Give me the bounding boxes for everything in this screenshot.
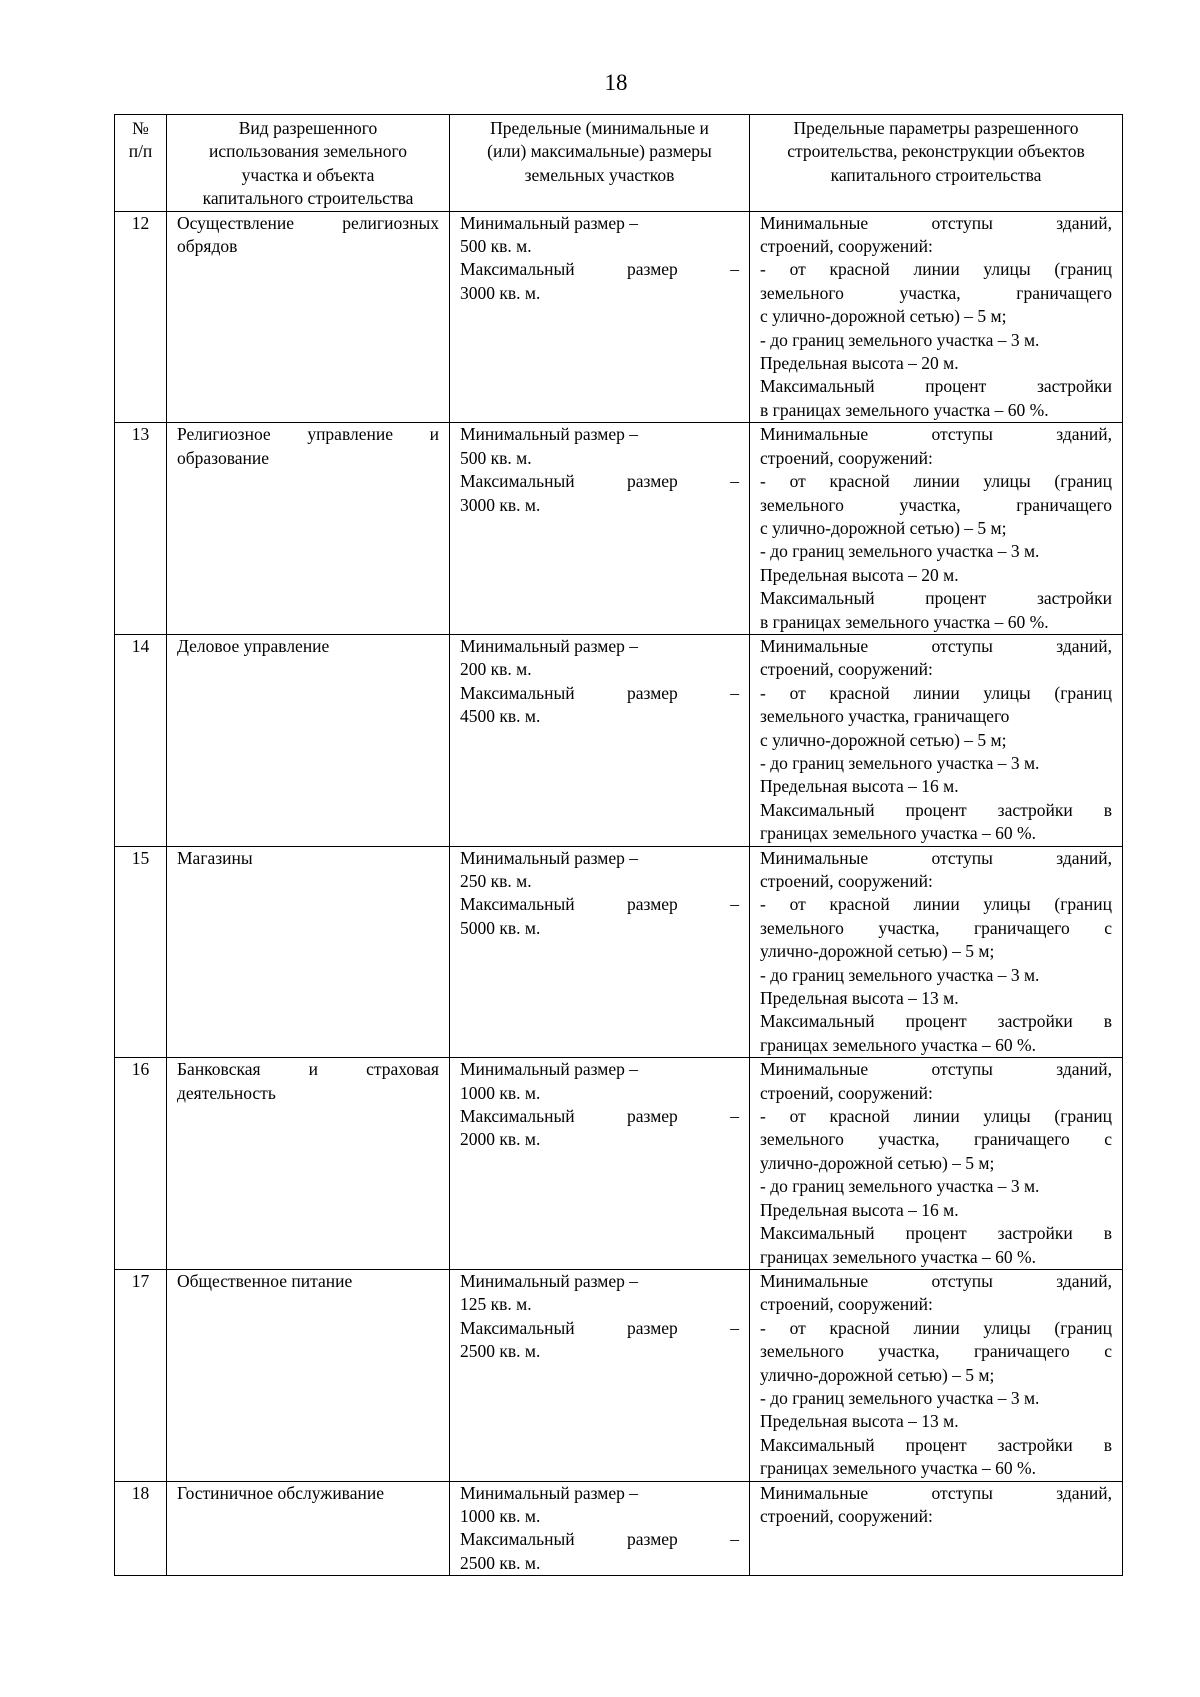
permitted-use-text: Гостиничное обслуживание (177, 1482, 384, 1503)
permitted-use-text: Деловое управление (177, 635, 330, 656)
param-line: Максимальный процент застройки в (760, 1223, 1112, 1244)
param-line: улично-дорожной сетью) – 5 м; (760, 1152, 995, 1173)
plot-size-min-value: 500 кв. м. (460, 447, 532, 468)
param-line: земельного участка, граничащего с (760, 1341, 1112, 1362)
plot-size-min-label: Минимальный размер – (460, 1270, 639, 1291)
plot-size-min-value: 500 кв. м. (460, 236, 532, 257)
header-plot-size (450, 115, 750, 212)
permitted-use-text: Религиозное управление и образование (177, 424, 439, 468)
plot-size-max-value: 2500 кв. м. (460, 1341, 541, 1362)
param-line: - до границ земельного участка – 3 м. (760, 752, 1040, 773)
param-line: строений, сооружений: (760, 447, 933, 468)
param-line: - до границ земельного участка – 3 м. (760, 964, 1040, 985)
param-line: - от красной линии улицы (границ (760, 471, 1112, 492)
permitted-use-cell (167, 1269, 450, 1481)
param-line: Максимальный процент застройки (760, 588, 1112, 609)
row-number-cell: 17 (115, 1269, 167, 1481)
table-row (115, 1058, 1123, 1270)
param-line: Предельная высота – 20 м. (760, 564, 959, 585)
plot-size-max-label: Максимальный размер – (460, 471, 739, 492)
param-line: - до границ земельного участка – 3 м. (760, 329, 1040, 350)
param-line: улично-дорожной сетью) – 5 м; (760, 941, 995, 962)
row-number-cell: 16 (115, 1058, 167, 1270)
plot-size-max-value: 4500 кв. м. (460, 706, 541, 727)
param-line: Минимальные отступы зданий, (760, 635, 1112, 656)
param-line: Минимальные отступы зданий, (760, 847, 1112, 868)
row-number-cell: 12 (115, 211, 167, 423)
permitted-use-text: Общественное питание (177, 1270, 353, 1291)
param-line: земельного участка, граничащего (760, 282, 1112, 303)
plot-size-min-label: Минимальный размер – (460, 424, 639, 445)
param-line: строений, сооружений: (760, 871, 933, 891)
param-line: с улично-дорожной сетью) – 5 м; (760, 306, 1007, 327)
param-line: границах земельного участка – 60 %. (760, 1034, 1036, 1055)
header-use-line: капитального строительства (202, 188, 414, 209)
construction-params-cell (750, 211, 1123, 423)
plot-size-cell (450, 211, 750, 423)
param-line: земельного участка, граничащего с (760, 917, 1112, 938)
header-params-line: строительства, реконструкции объектов (787, 141, 1085, 162)
param-line: строений, сооружений: (760, 1294, 933, 1315)
header-construction-params (750, 115, 1123, 212)
plot-size-min-label: Минимальный размер – (460, 635, 639, 656)
plot-size-max-label: Максимальный размер – (460, 1106, 739, 1127)
param-line: границах земельного участка – 60 %. (760, 1246, 1036, 1267)
header-use-line: Вид разрешенного (238, 118, 378, 138)
permitted-use-cell (167, 211, 450, 423)
plot-size-min-label: Минимальный размер – (460, 847, 639, 868)
header-use-line: участка и объекта (241, 164, 375, 185)
header-params-line: капитального строительства (830, 164, 1042, 185)
table-body (115, 211, 1123, 1576)
plot-size-cell (450, 1481, 750, 1576)
param-line: - от красной линии улицы (границ (760, 1106, 1112, 1127)
table-row (115, 211, 1123, 423)
permitted-use-cell (167, 846, 450, 1058)
header-number-line: п/п (128, 141, 153, 162)
permitted-use-cell (167, 423, 450, 635)
plot-size-min-value: 1000 кв. м. (460, 1082, 541, 1103)
param-line: - до границ земельного участка – 3 м. (760, 1387, 1040, 1408)
table-row (115, 846, 1123, 1058)
header-size-line: (или) максимальные) размеры (487, 141, 712, 162)
header-number (115, 115, 167, 212)
param-line: с улично-дорожной сетью) – 5 м; (760, 729, 1007, 750)
construction-params-cell (750, 423, 1123, 635)
header-size-line: Предельные (минимальные и (490, 118, 709, 138)
param-line: с улично-дорожной сетью) – 5 м; (760, 517, 1007, 538)
construction-params-cell (750, 1058, 1123, 1270)
plot-size-max-value: 3000 кв. м. (460, 494, 541, 515)
param-line: земельного участка, граничащего (760, 706, 1010, 727)
param-line: улично-дорожной сетью) – 5 м; (760, 1364, 995, 1385)
param-line: Минимальные отступы зданий, (760, 212, 1112, 233)
param-line: Максимальный процент застройки (760, 376, 1112, 397)
param-line: в границах земельного участка – 60 %. (760, 399, 1049, 420)
param-line: - до границ земельного участка – 3 м. (760, 1176, 1040, 1197)
param-line: Минимальные отступы зданий, (760, 1482, 1112, 1503)
plot-size-min-label: Минимальный размер – (460, 1059, 639, 1080)
row-number-cell: 15 (115, 846, 167, 1058)
param-line: Максимальный процент застройки в (760, 1011, 1112, 1032)
permitted-use-cell (167, 634, 450, 846)
plot-size-min-label: Минимальный размер – (460, 212, 639, 233)
param-line: Предельная высота – 16 м. (760, 1199, 959, 1220)
param-line: строений, сооружений: (760, 236, 933, 257)
row-number-cell: 18 (115, 1481, 167, 1576)
table-row (115, 1269, 1123, 1481)
param-line: строений, сооружений: (760, 1082, 933, 1103)
param-line: Минимальные отступы зданий, (760, 1059, 1112, 1080)
plot-size-max-label: Максимальный размер – (460, 894, 739, 915)
plot-size-max-label: Максимальный размер – (460, 259, 739, 280)
param-line: Предельная высота – 13 м. (760, 1411, 959, 1432)
param-line: - от красной линии улицы (границ (760, 259, 1112, 280)
plot-size-cell (450, 1058, 750, 1270)
permitted-use-cell (167, 1058, 450, 1270)
param-line: строений, сооружений: (760, 659, 933, 680)
param-line: - до границ земельного участка – 3 м. (760, 541, 1040, 562)
zoning-parameters-table (114, 114, 1123, 1576)
plot-size-max-label: Максимальный размер – (460, 1317, 739, 1338)
table-row (115, 423, 1123, 635)
param-line: Минимальные отступы зданий, (760, 424, 1112, 445)
header-number-line: № (132, 118, 149, 138)
param-line: Предельная высота – 16 м. (760, 776, 959, 797)
permitted-use-cell (167, 1481, 450, 1576)
plot-size-cell (450, 423, 750, 635)
param-line: строений, сооружений: (760, 1505, 933, 1526)
param-line: Максимальный процент застройки в (760, 799, 1112, 820)
permitted-use-text: Банковская и страховая деятельность (177, 1059, 439, 1103)
param-line: земельного участка, граничащего с (760, 1129, 1112, 1150)
plot-size-cell (450, 634, 750, 846)
construction-params-cell (750, 1269, 1123, 1481)
plot-size-min-value: 250 кв. м. (460, 871, 532, 891)
plot-size-min-value: 1000 кв. м. (460, 1505, 541, 1526)
header-size-line: земельных участков (524, 164, 675, 185)
param-line: Предельная высота – 13 м. (760, 988, 959, 1009)
plot-size-min-value: 200 кв. м. (460, 659, 532, 680)
page-number: 18 (604, 70, 628, 95)
param-line: Максимальный процент застройки в (760, 1434, 1112, 1455)
table-row (115, 1481, 1123, 1576)
param-line: границах земельного участка – 60 %. (760, 1458, 1036, 1479)
plot-size-max-label: Максимальный размер – (460, 1529, 739, 1550)
construction-params-cell (750, 846, 1123, 1058)
param-line: границах земельного участка – 60 %. (760, 823, 1036, 844)
param-line: в границах земельного участка – 60 %. (760, 611, 1049, 632)
plot-size-cell (450, 846, 750, 1058)
permitted-use-text: Осуществление религиозных обрядов (177, 212, 439, 257)
plot-size-min-label: Минимальный размер – (460, 1482, 639, 1503)
construction-params-cell (750, 634, 1123, 846)
construction-params-cell (750, 1481, 1123, 1576)
param-line: - от красной линии улицы (границ (760, 1317, 1112, 1338)
table-header-row (115, 115, 1123, 212)
header-params-line: Предельные параметры разрешенного (793, 118, 1079, 138)
header-permitted-use (167, 115, 450, 212)
table-row (115, 634, 1123, 846)
param-line: - от красной линии улицы (границ (760, 894, 1112, 915)
plot-size-max-value: 5000 кв. м. (460, 917, 541, 938)
plot-size-min-value: 125 кв. м. (460, 1294, 532, 1315)
param-line: - от красной линии улицы (границ (760, 682, 1112, 703)
header-use-line: использования земельного (208, 141, 408, 162)
plot-size-cell (450, 1269, 750, 1481)
plot-size-max-value: 3000 кв. м. (460, 282, 541, 303)
plot-size-max-label: Максимальный размер – (460, 682, 739, 703)
plot-size-max-value: 2500 кв. м. (460, 1552, 541, 1573)
permitted-use-text: Магазины (177, 847, 253, 868)
param-line: Минимальные отступы зданий, (760, 1270, 1112, 1291)
row-number-cell: 14 (115, 634, 167, 846)
row-number-cell: 13 (115, 423, 167, 635)
param-line: земельного участка, граничащего (760, 494, 1112, 515)
plot-size-max-value: 2000 кв. м. (460, 1129, 541, 1150)
param-line: Предельная высота – 20 м. (760, 353, 959, 374)
